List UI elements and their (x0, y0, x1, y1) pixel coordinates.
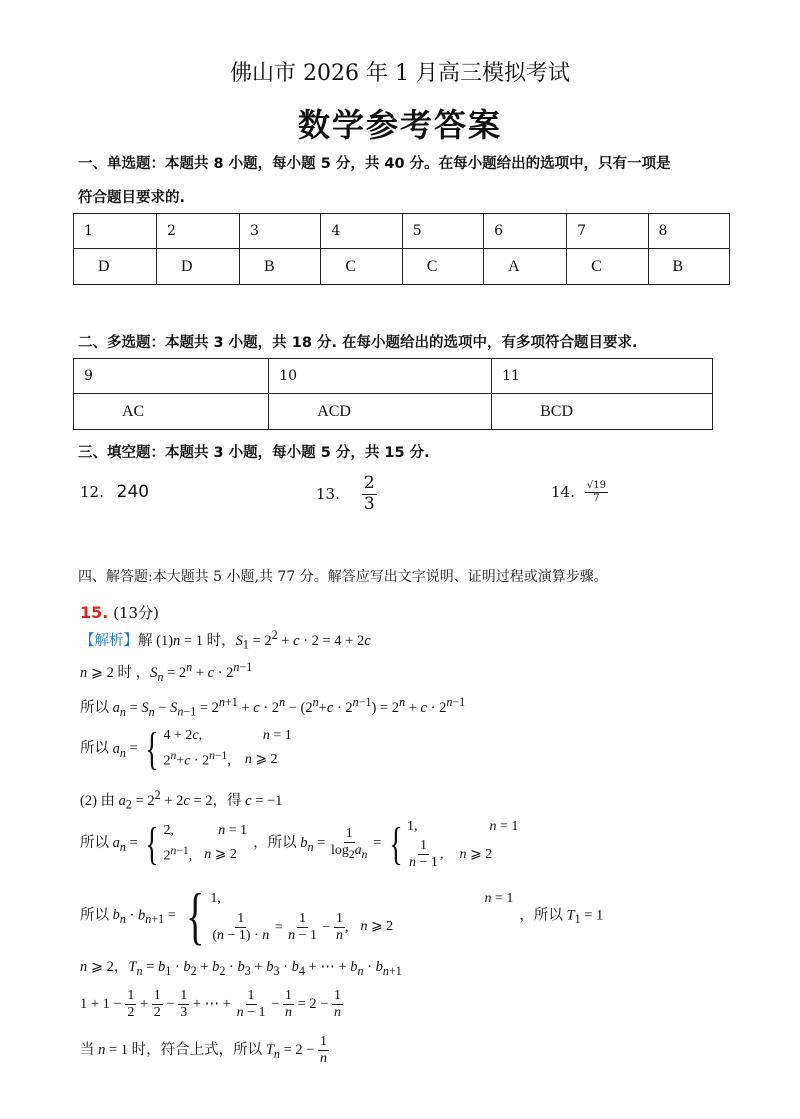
solution-line-2: n ⩾ 2 时 ，$S_n = 2^n + c \cdot 2^{n-1}$ (80, 660, 253, 684)
s2-question-number-2: 10 (269, 359, 492, 394)
solution-line-10: 当 n = 1 时，符合上式，所以 $T_n = 2$ − $\frac{1}{n}$ (80, 1034, 328, 1067)
q15-number: 15. (80, 603, 109, 622)
section1-heading-line2: 符合题目要求的. (78, 190, 186, 206)
s1-question-number-7: 7 (567, 214, 648, 249)
s1-answer-cell-2: D (156, 249, 239, 285)
solution-line-4: 所以 $a_n$ = { 4 + 2c, n = 1 $2^n+c \cdot 2^{n-1}$, n ⩾ 2 (80, 723, 292, 775)
q12-answer: 240 (116, 482, 150, 502)
s1-question-number-4: 4 (321, 214, 402, 249)
q14-label: 14. (551, 483, 575, 501)
solution-line-3: 所以 $a_n = S_n - S_{n-1} = 2^{n+1} + c \cdot 2^n - (2^n+c \cdot 2^{n-1}) = 2^n + c \cdot 2^{n-1}$ (80, 695, 466, 719)
q13-fraction (362, 474, 377, 514)
q15-header (80, 602, 159, 623)
s1-answer-cell-7: C (567, 249, 648, 285)
s1-answer-cell-8: B (648, 249, 729, 285)
fill-answer-13 (316, 474, 377, 514)
s2-question-number-3: 11 (492, 359, 713, 394)
s1-answer-cell-1: D (74, 249, 157, 285)
s1-answer-cell-3: B (239, 249, 320, 285)
s1-question-number-2: 2 (156, 214, 239, 249)
s1-answer-cell-6: A (484, 249, 567, 285)
page-title: 数学参考答案 (297, 106, 502, 144)
section2-heading: 二、多选题：本题共 3 小题，共 18 分. 在每小题给出的选项中，有多项符合题目要求. (78, 335, 638, 351)
s1-question-number-1: 1 (74, 214, 157, 249)
q14-denominator: 7 (593, 492, 600, 504)
s2-answer-cell-1: AC (74, 394, 269, 430)
s1-question-number-3: 3 (239, 214, 320, 249)
solution-line-1: 【解析】解 (1)n = 1 时，$S_1 = 2^2 + c \cdot 2 = 4 + 2c$ (80, 628, 371, 652)
solution-line-7: 所以 $b_n \cdot b_{n+1}$ = { 1, n = 1 $\frac{1}{(n - 1) \cdot n}$ = $\frac{1}{n - 1}$ − $\frac{1}{n}$ , n ⩾ 2 ，所以 $T_1 = 1$ (80, 880, 604, 951)
q13-denominator: 3 (363, 493, 375, 514)
analysis-tag: 【解析】 (80, 632, 138, 649)
section4-heading: 四、解答题:本大题共 5 小题,共 77 分。解答应写出文字说明、证明过程或演算步骤。 (78, 569, 608, 585)
s1-question-number-6: 6 (484, 214, 567, 249)
exam-subtitle: 佛山市 2026 年 1 月高三模拟考试 (230, 61, 570, 86)
q14-fraction (585, 480, 608, 504)
single-choice-table (73, 213, 730, 285)
s1-answer-cell-4: C (321, 249, 402, 285)
q14-numerator: √19 (586, 480, 606, 491)
s1-question-number-5: 5 (402, 214, 483, 249)
solution-line-9: 1 + 1 − $\frac{1}{2}$ + $\frac{1}{2}$ − $\frac{1}{3}$ + ⋯ + $\frac{1}{n - 1}$ − $\frac{1}{n}$ = 2 − $\frac{1}{n}$ (80, 988, 342, 1021)
q12-label: 12. (80, 483, 104, 501)
s2-answer-cell-2: ACD (269, 394, 492, 430)
q15-score: (13分) (113, 604, 159, 622)
solution-line-6: 所以 $a_n$ = { 2, n = 1 $2^{n-1}$, n ⩾ 2 ，所以 $b_n$ = $\frac{1}{\log_2a_n}$ = { 1, n = 1 $\frac{1}{n - 1}$ , n ⩾ 2 (80, 817, 519, 871)
s1-answer-cell-5: C (402, 249, 483, 285)
section3-heading: 三、填空题：本题共 3 小题，每小题 5 分，共 15 分. (78, 445, 430, 461)
fill-answer-14 (551, 480, 608, 504)
multi-choice-table (73, 358, 713, 430)
q13-label: 13. (316, 485, 340, 504)
s1-question-number-8: 8 (648, 214, 729, 249)
s2-question-number-1: 9 (74, 359, 269, 394)
fill-answer-12 (80, 482, 149, 502)
solution-line-5: (2) 由 $a_2 = 2^2 + 2c = 2$，得 c = −1 (80, 788, 283, 812)
section1-heading-line1: 一、单选题：本题共 8 小题，每小题 5 分，共 40 分。在每小题给出的选项中，只有一项是 (78, 156, 671, 172)
s2-answer-cell-3: BCD (492, 394, 713, 430)
solution-line-8: n ⩾ 2，$T_n = b_1 \cdot b_2 + b_2 \cdot b_3 + b_3 \cdot b_4$ + ⋯ + $b_n \cdot b_{n+1}$ (80, 959, 402, 978)
q13-numerator: 2 (363, 473, 375, 493)
